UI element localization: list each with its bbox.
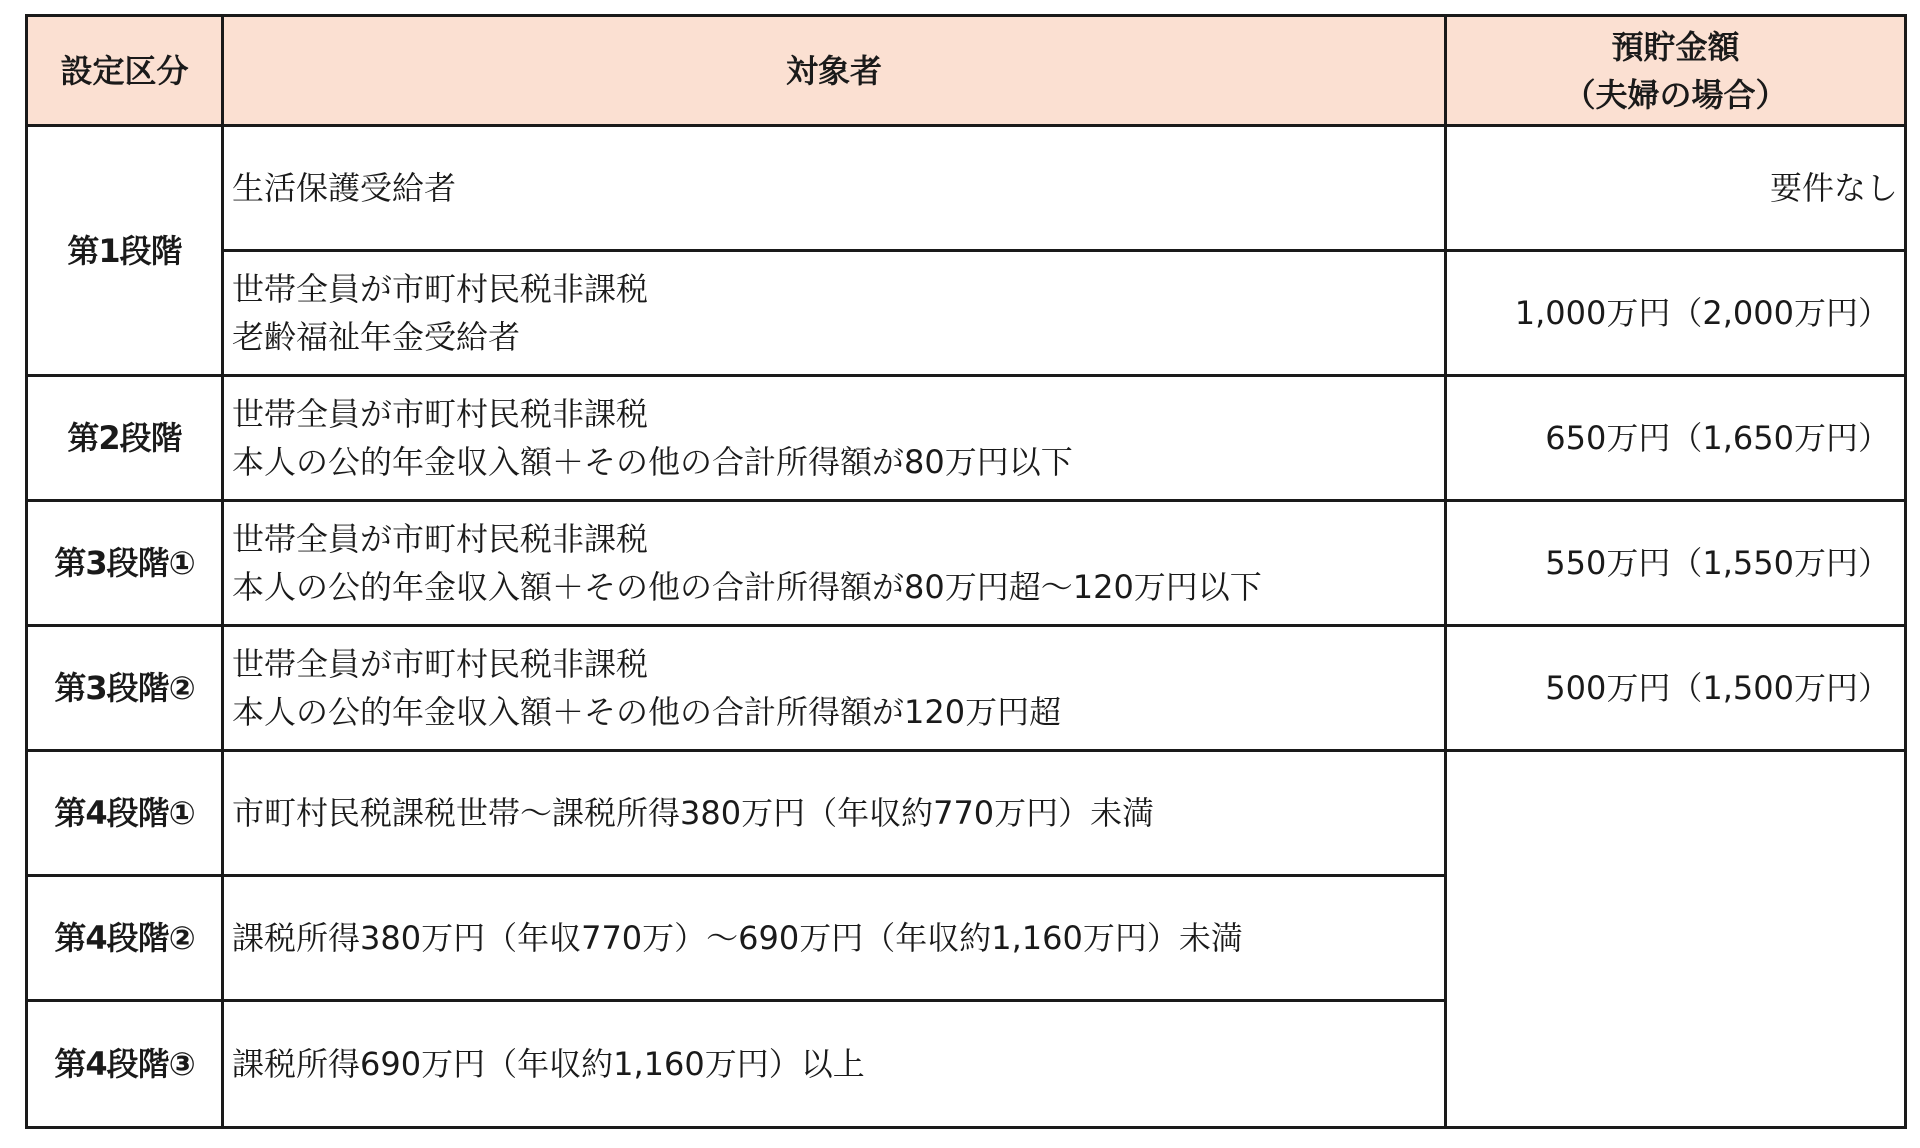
target-cell <box>223 626 1446 751</box>
amount-cell: 1,000万円（2,000万円） <box>1446 251 1906 376</box>
header-target: 対象者 <box>223 16 1446 126</box>
stage-label: 第2段階 <box>27 376 223 501</box>
target-line: 本人の公的年金収入額＋その他の合計所得額が80万円以下 <box>232 443 1073 481</box>
target-cell <box>223 126 1446 251</box>
amount-cell: 550万円（1,550万円） <box>1446 501 1906 626</box>
target-line: 課税所得690万円（年収約1,160万円）以上 <box>232 1045 865 1083</box>
target-cell <box>223 751 1446 876</box>
table-row <box>27 626 1906 751</box>
amount-cell: 650万円（1,650万円） <box>1446 376 1906 501</box>
amount-cell: 500万円（1,500万円） <box>1446 626 1906 751</box>
stage-label: 第3段階① <box>27 501 223 626</box>
table-row <box>27 501 1906 626</box>
target-cell <box>223 251 1446 376</box>
target-line: 本人の公的年金収入額＋その他の合計所得額が80万円超～120万円以下 <box>232 568 1262 606</box>
amount-cell-empty <box>1446 751 1906 1128</box>
target-line: 課税所得380万円（年収770万）～690万円（年収約1,160万円）未満 <box>232 919 1243 957</box>
target-line: 世帯全員が市町村民税非課税 <box>232 645 649 683</box>
target-line: 世帯全員が市町村民税非課税 <box>232 395 649 433</box>
amount-cell: 要件なし <box>1446 126 1906 251</box>
header-category: 設定区分 <box>27 16 223 126</box>
table-row <box>27 751 1906 876</box>
header-savings-couple: （夫婦の場合） <box>1563 75 1788 114</box>
header-savings <box>1446 16 1906 126</box>
stage-label: 第4段階③ <box>27 1001 223 1128</box>
table-row <box>27 251 1906 376</box>
header-row <box>27 16 1906 126</box>
target-cell <box>223 376 1446 501</box>
income-classification-table <box>25 14 1907 1129</box>
target-line: 生活保護受給者 <box>232 169 457 207</box>
stage-label: 第4段階① <box>27 751 223 876</box>
target-line: 市町村民税課税世帯～課税所得380万円（年収約770万円）未満 <box>232 794 1155 832</box>
target-line: 本人の公的年金収入額＋その他の合計所得額が120万円超 <box>232 693 1062 731</box>
target-cell <box>223 876 1446 1001</box>
target-cell <box>223 501 1446 626</box>
target-line: 老齢福祉年金受給者 <box>232 318 521 356</box>
stage-label: 第4段階② <box>27 876 223 1001</box>
stage-label: 第1段階 <box>27 126 223 376</box>
header-savings-title: 預貯金額 <box>1611 27 1740 66</box>
stage-label: 第3段階② <box>27 626 223 751</box>
target-cell <box>223 1001 1446 1128</box>
target-line: 世帯全員が市町村民税非課税 <box>232 520 649 558</box>
table-row <box>27 126 1906 251</box>
target-line: 世帯全員が市町村民税非課税 <box>232 270 649 308</box>
table-row <box>27 376 1906 501</box>
